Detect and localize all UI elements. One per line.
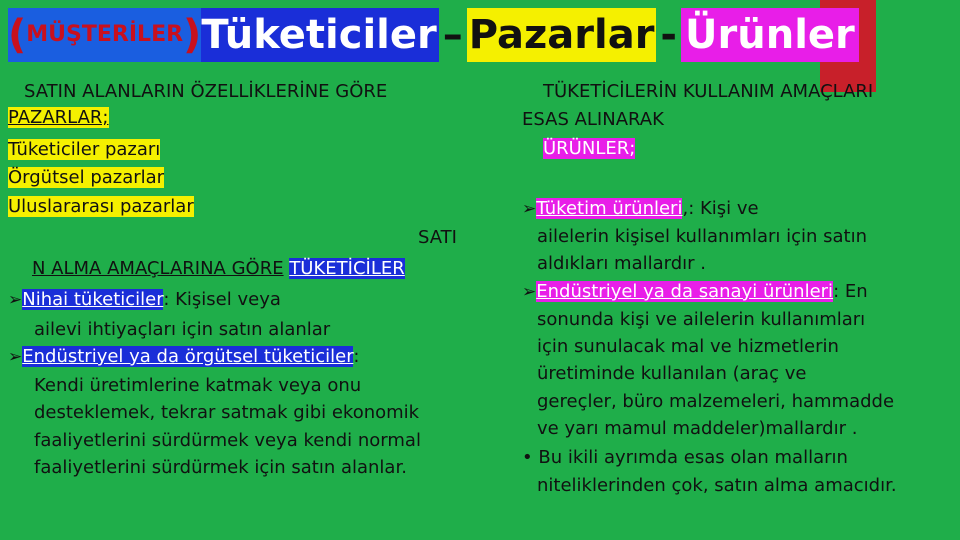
right-bullet-1-line: ailelerin kişisel kullanımları için satın [537,226,868,247]
left-item [8,166,164,190]
title-open-paren: ( [8,8,26,62]
left-satin-a: SATI [418,227,457,248]
left-bullet-2-label: Endüstriyel ya da örgütsel tüketiciler [22,346,354,367]
dot-bullet-icon: • [522,447,539,468]
right-bullet-1 [522,197,759,221]
left-item [8,195,194,219]
title-musteriler: MÜŞTERİLER [26,8,183,62]
title-dash: - [660,12,678,58]
page-title [8,6,859,64]
title-tuketiciler: Tüketiciler [201,8,438,62]
left-item-text: Uluslararası pazarlar [8,196,194,217]
right-bullet-3 [522,446,848,470]
right-heading-2: ESAS ALINARAK [522,109,664,130]
right-bullet-3-text: Bu ikili ayrımda esas olan malların [538,447,848,468]
left-heading-2-text: PAZARLAR; [8,107,109,128]
right-bullet-2-line: üretiminde kullanılan (araç ve [537,363,807,384]
right-bullet-2-line: sonunda kişi ve ailelerin kullanımları [537,309,866,330]
right-bullet-1-label: Tüketim ürünleri [536,198,683,219]
arrow-bullet-icon: ➢ [8,347,23,367]
right-heading-3-text: ÜRÜNLER; [543,138,636,159]
title-urunler: Ürünler [681,8,859,62]
left-bullet-1-line: ailevi ihtiyaçları için satın alanlar [34,319,331,340]
left-item [8,138,160,162]
right-bullet-3-line: niteliklerinden çok, satın alma amacıdır. [537,475,897,496]
left-item-text: Örgütsel pazarlar [8,167,165,188]
right-bullet-2-text: : En [833,281,868,302]
arrow-bullet-icon: ➢ [522,199,537,219]
right-bullet-2-line: için sunulacak mal ve hizmetlerin [537,336,839,357]
title-close-paren: ) [183,8,201,62]
right-bullet-2 [522,280,868,304]
title-dash: – [442,12,463,58]
left-tuketiciler-highlight: TÜKETİCİLER [289,258,405,279]
left-bullet-2 [8,345,359,369]
right-heading-1: TÜKETİCİLERİN KULLANIM AMAÇLARI [543,81,874,102]
arrow-bullet-icon: ➢ [522,282,537,302]
right-bullet-1-text: ,: Kişi ve [682,198,759,219]
left-bullet-2-line: desteklemek, tekrar satmak gibi ekonomik [34,402,420,423]
left-bullet-1-text: : Kişisel veya [163,289,281,310]
left-bullet-2-colon: : [353,346,360,367]
left-heading-1: SATIN ALANLARIN ÖZELLİKLERİNE GÖRE [24,81,388,102]
left-bullet-2-line: faaliyetlerini sürdürmek için satın alanlar. [34,457,407,478]
left-bullet-2-line: faaliyetlerini sürdürmek veya kendi normal [34,430,421,451]
left-satin-b [32,257,405,281]
left-bullet-1 [8,288,281,312]
title-pazarlar: Pazarlar [467,8,657,62]
right-bullet-2-label: Endüstriyel ya da sanayi ürünleri [536,281,834,302]
left-heading-2 [8,106,109,130]
right-heading-3 [543,137,635,161]
right-bullet-1-line: aldıkları mallardır . [537,253,706,274]
left-item-text: Tüketiciler pazarı [8,139,161,160]
left-satin-b-text: N ALMA AMAÇLARINA GÖRE [32,258,284,279]
right-bullet-2-line: gereçler, büro malzemeleri, hammadde [537,391,895,412]
left-bullet-1-label: Nihai tüketiciler [22,289,164,310]
left-bullet-2-line: Kendi üretimlerine katmak veya onu [34,375,362,396]
arrow-bullet-icon: ➢ [8,290,23,310]
right-bullet-2-line: ve yarı mamul maddeler)mallardır . [537,418,858,439]
